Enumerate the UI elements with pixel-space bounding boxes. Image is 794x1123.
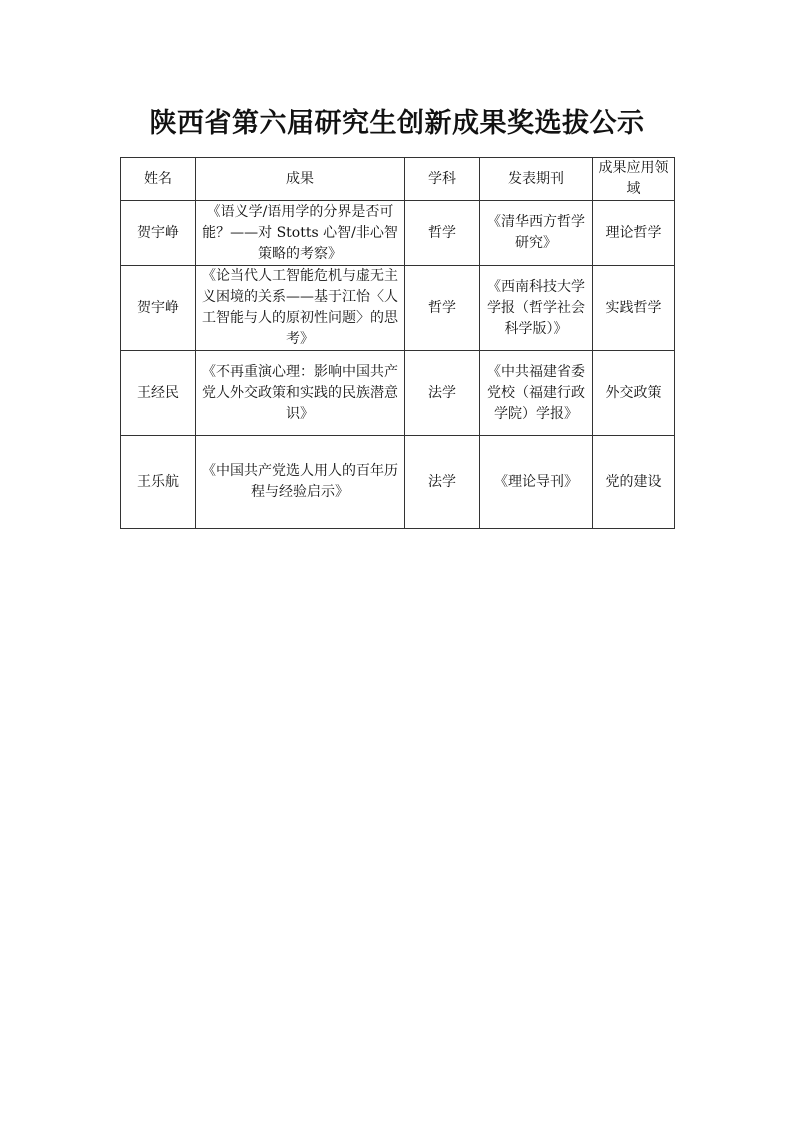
header-journal: 发表期刊 xyxy=(480,158,593,201)
table-row xyxy=(121,201,675,266)
cell-work: 《语义学/语用学的分界是否可能？——对 Stotts 心智/非心智策略的考察》 xyxy=(196,201,405,266)
table-row xyxy=(121,266,675,351)
page-title: 陕西省第六届研究生创新成果奖选拔公示 xyxy=(149,108,645,139)
header-subject: 学科 xyxy=(405,158,480,201)
cell-work: 《中国共产党选人用人的百年历程与经验启示》 xyxy=(196,436,405,529)
header-field: 成果应用领域 xyxy=(593,158,675,201)
results-table xyxy=(120,157,675,529)
cell-work: 《论当代人工智能危机与虚无主义困境的关系——基于江怡〈人工智能与人的原初性问题〉的思考》 xyxy=(196,266,405,351)
header-work: 成果 xyxy=(196,158,405,201)
cell-journal: 《西南科技大学学报（哲学社会科学版）》 xyxy=(480,266,593,351)
cell-subject: 哲学 xyxy=(405,201,480,266)
cell-journal: 《中共福建省委党校（福建行政学院）学报》 xyxy=(480,351,593,436)
table-header-row xyxy=(121,158,675,201)
table-row xyxy=(121,436,675,529)
cell-subject: 哲学 xyxy=(405,266,480,351)
cell-subject: 法学 xyxy=(405,351,480,436)
cell-field: 理论哲学 xyxy=(593,201,675,266)
table-row xyxy=(121,351,675,436)
cell-name: 贺宇峥 xyxy=(121,266,196,351)
cell-subject: 法学 xyxy=(405,436,480,529)
cell-field: 外交政策 xyxy=(593,351,675,436)
cell-name: 王经民 xyxy=(121,351,196,436)
cell-name: 贺宇峥 xyxy=(121,201,196,266)
cell-work: 《不再重演心理：影响中国共产党人外交政策和实践的民族潜意识》 xyxy=(196,351,405,436)
cell-field: 实践哲学 xyxy=(593,266,675,351)
cell-journal: 《清华西方哲学研究》 xyxy=(480,201,593,266)
header-name: 姓名 xyxy=(121,158,196,201)
cell-field: 党的建设 xyxy=(593,436,675,529)
cell-journal: 《理论导刊》 xyxy=(480,436,593,529)
cell-name: 王乐航 xyxy=(121,436,196,529)
